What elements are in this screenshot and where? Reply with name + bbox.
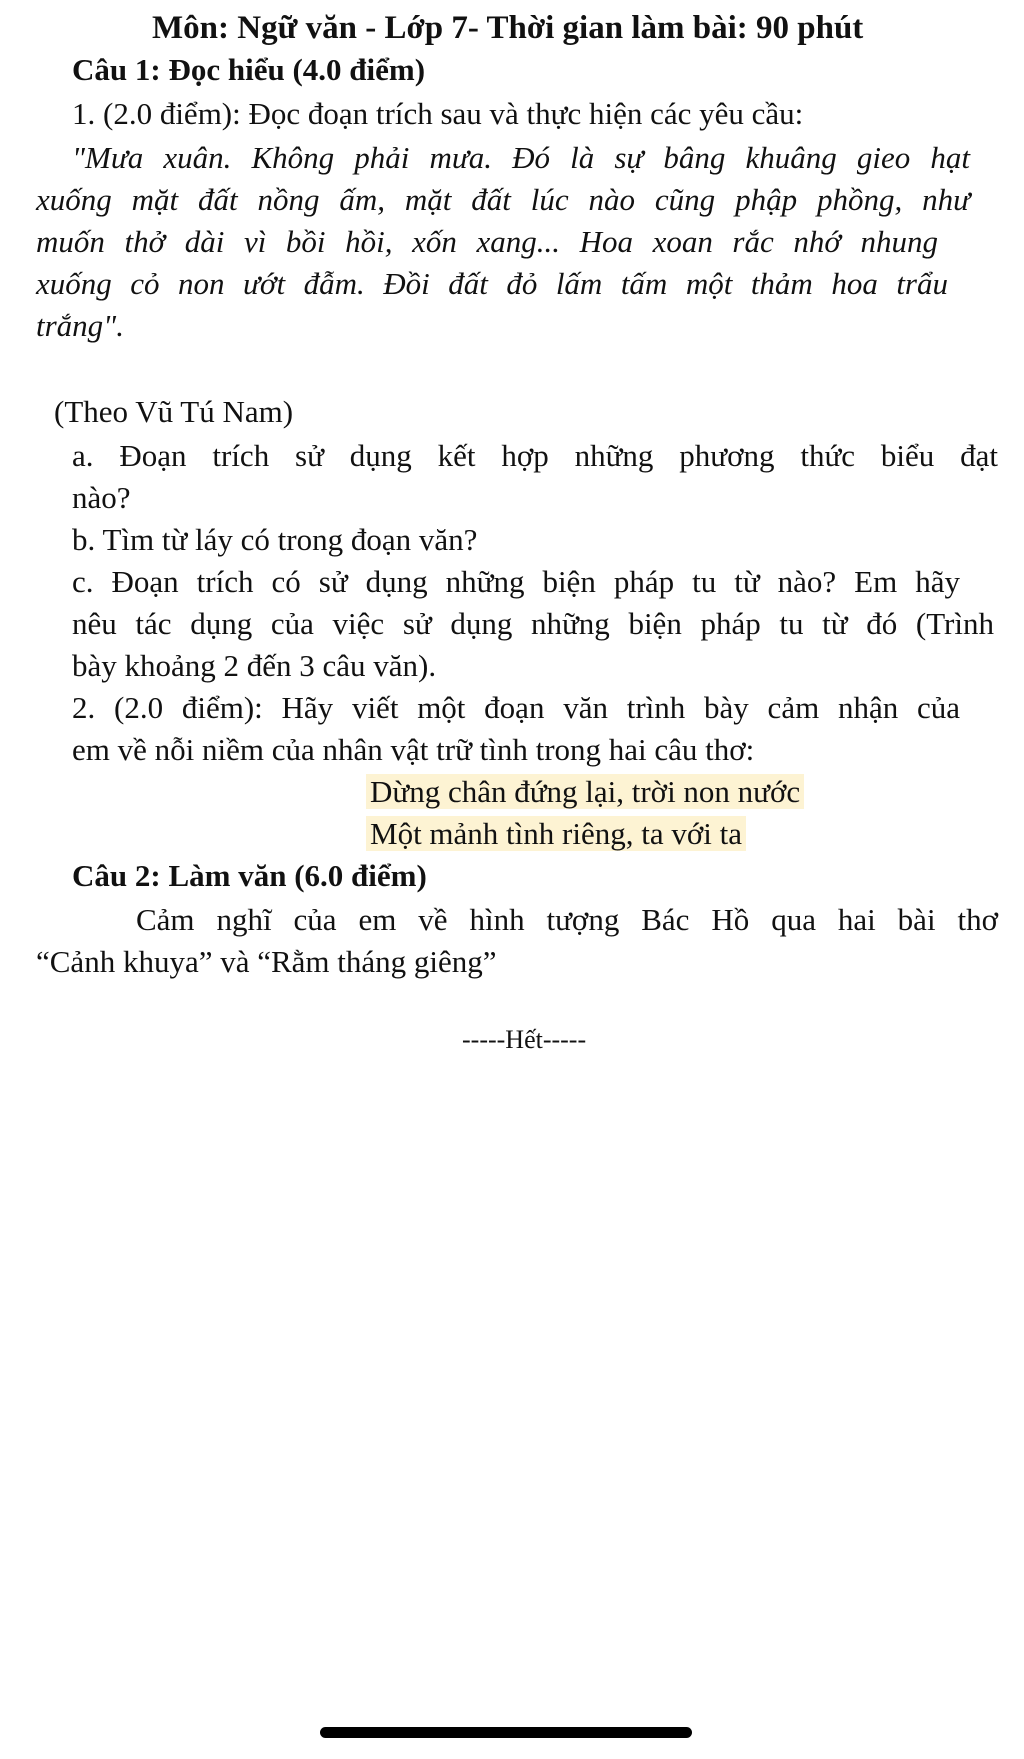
exam-title: Môn: Ngữ văn - Lớp 7- Thời gian làm bài: 90 phút — [152, 10, 864, 46]
passage-source: (Theo Vũ Tú Nam) — [54, 394, 294, 429]
passage-line-5: trắng". — [36, 308, 124, 343]
part2-line-1: 2. (2.0 điểm): Hãy viết một đoạn văn trình bày cảm nhận của — [72, 690, 960, 725]
poem-line-1 — [366, 772, 804, 812]
passage-line-4: xuống cỏ non ướt đẫm. Đồi đất đỏ lấm tấm một thảm hoa trẩu — [36, 266, 948, 301]
question2-heading: Câu 2: Làm văn (6.0 điểm) — [72, 858, 427, 893]
passage-line-3: muốn thở dài vì bồi hồi, xốn xang... Hoa xoan rắc nhớ nhung — [36, 224, 938, 259]
question2-prompt-line-1: Cảm nghĩ của em về hình tượng Bác Hồ qua hai bài thơ — [136, 902, 998, 937]
passage-line-1: "Mưa xuân. Không phải mưa. Đó là sự bâng khuâng gieo hạt — [72, 140, 970, 175]
home-indicator[interactable] — [320, 1727, 692, 1738]
part1-intro: 1. (2.0 điểm): Đọc đoạn trích sau và thực hiện các yêu cầu: — [72, 96, 804, 131]
question-c-line-2: nêu tác dụng của việc sử dụng những biện pháp tu từ đó (Trình — [72, 606, 994, 641]
poem-line-1-text: Dừng chân đứng lại, trời non nước — [366, 774, 804, 809]
question-c-line-3: bày khoảng 2 đến 3 câu văn). — [72, 648, 437, 683]
part2-line-2: em về nỗi niềm của nhân vật trữ tình trong hai câu thơ: — [72, 732, 755, 767]
question1-heading: Câu 1: Đọc hiểu (4.0 điểm) — [72, 52, 426, 87]
question-b: b. Tìm từ láy có trong đoạn văn? — [72, 522, 478, 557]
poem-line-2-text: Một mảnh tình riêng, ta với ta — [366, 816, 746, 851]
question-a-line-2: nào? — [72, 480, 131, 515]
poem-line-2 — [366, 814, 746, 854]
question-c-line-1: c. Đoạn trích có sử dụng những biện pháp tu từ nào? Em hãy — [72, 564, 960, 599]
question2-prompt-line-2: “Cảnh khuya” và “Rằm tháng giêng” — [36, 944, 497, 979]
end-mark: -----Hết----- — [462, 1025, 587, 1054]
passage-line-2: xuống mặt đất nồng ấm, mặt đất lúc nào cũng phập phồng, như — [36, 182, 970, 217]
question-a-line-1: a. Đoạn trích sử dụng kết hợp những phương thức biểu đạt — [72, 438, 998, 473]
